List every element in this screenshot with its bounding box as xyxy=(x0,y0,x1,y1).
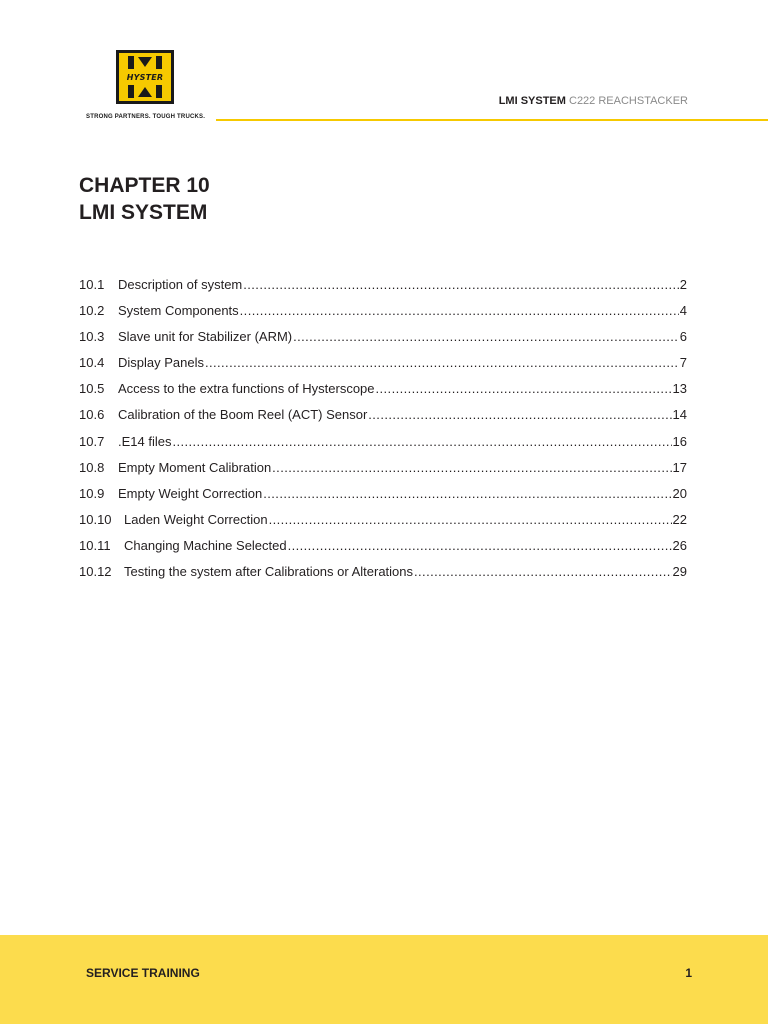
toc-entry-number: 10.2 xyxy=(79,303,105,319)
toc-entry[interactable] xyxy=(79,355,687,381)
toc-entry-title: Empty Weight Correction xyxy=(118,485,263,501)
toc-entry[interactable] xyxy=(79,564,687,590)
toc-entry[interactable] xyxy=(79,512,687,538)
page-footer xyxy=(0,935,768,1024)
toc-dot-leader xyxy=(368,407,671,422)
toc-dot-leader xyxy=(414,564,672,579)
toc-entry[interactable] xyxy=(79,303,687,329)
toc-entry-page: 6 xyxy=(679,329,687,345)
toc-entry[interactable] xyxy=(79,460,687,486)
toc-dot-leader xyxy=(272,460,671,475)
toc-entry-title: Calibration of the Boom Reel (ACT) Sensor xyxy=(118,407,368,423)
toc-entry-number: 10.8 xyxy=(79,459,105,475)
toc-entry-page: 29 xyxy=(672,564,687,580)
toc-entry-number: 10.12 xyxy=(79,564,112,580)
toc-entry-page: 7 xyxy=(679,355,687,371)
toc-entry-title: Display Panels xyxy=(118,355,204,371)
toc-entry-page: 16 xyxy=(672,433,687,449)
toc-dot-leader xyxy=(172,434,671,449)
header-title-light: C222 REACHSTACKER xyxy=(569,95,688,107)
page-number: 1 xyxy=(685,966,692,980)
chapter-number: CHAPTER 10 xyxy=(79,174,210,197)
table-of-contents xyxy=(79,277,687,590)
toc-entry-number: 10.5 xyxy=(79,381,105,397)
toc-entry-page: 22 xyxy=(672,511,687,527)
toc-entry-page: 2 xyxy=(679,277,687,292)
hyster-logo xyxy=(116,50,174,104)
toc-entry[interactable] xyxy=(79,538,687,564)
running-header xyxy=(499,95,688,107)
toc-entry-title: System Components xyxy=(118,303,239,319)
toc-entry-title: Testing the system after Calibrations or Alterations xyxy=(124,564,414,580)
toc-dot-leader xyxy=(293,329,679,344)
toc-entry-number: 10.6 xyxy=(79,407,105,423)
toc-entry-page: 26 xyxy=(672,537,687,553)
header-title-strong: LMI SYSTEM xyxy=(498,95,566,107)
toc-entry-title: Empty Moment Calibration xyxy=(118,459,272,475)
toc-entry-number: 10.11 xyxy=(79,537,111,553)
toc-entry-page: 14 xyxy=(672,407,687,423)
toc-entry-title: Slave unit for Stabilizer (ARM) xyxy=(118,329,293,345)
toc-entry[interactable] xyxy=(79,486,687,512)
toc-dot-leader xyxy=(243,277,679,292)
toc-dot-leader xyxy=(288,538,672,553)
toc-entry-number: 10.3 xyxy=(79,329,105,345)
toc-entry-page: 13 xyxy=(672,381,687,397)
toc-entry-title: Laden Weight Correction xyxy=(124,511,268,527)
toc-entry-number: 10.10 xyxy=(79,511,112,527)
toc-entry[interactable] xyxy=(79,329,687,355)
chapter-title: LMI SYSTEM xyxy=(79,201,208,224)
toc-entry-title: Description of system xyxy=(118,277,243,292)
toc-dot-leader xyxy=(376,381,672,396)
toc-entry-page: 17 xyxy=(672,459,687,475)
toc-entry-number: 10.7 xyxy=(79,433,105,449)
toc-entry-title: .E14 files xyxy=(118,433,172,449)
toc-entry-number: 10.9 xyxy=(79,485,105,501)
toc-dot-leader xyxy=(205,355,679,370)
toc-entry-title: Access to the extra functions of Hysterscope xyxy=(118,381,375,397)
toc-entry[interactable] xyxy=(79,434,687,460)
toc-entry-number: 10.1 xyxy=(79,277,105,292)
toc-dot-leader xyxy=(269,512,672,527)
toc-entry-page: 4 xyxy=(679,303,687,319)
toc-entry[interactable] xyxy=(79,407,687,433)
toc-dot-leader xyxy=(240,303,679,318)
footer-label: SERVICE TRAINING xyxy=(86,966,200,980)
toc-dot-leader xyxy=(263,486,671,501)
brand-tagline: STRONG PARTNERS. TOUGH TRUCKS. xyxy=(86,114,206,120)
toc-entry-page: 20 xyxy=(672,485,687,501)
toc-entry-number: 10.4 xyxy=(79,355,105,371)
header-divider xyxy=(216,119,768,121)
toc-entry[interactable] xyxy=(79,381,687,407)
toc-entry-title: Changing Machine Selected xyxy=(124,537,287,553)
toc-entry[interactable] xyxy=(79,277,687,303)
logo-wordmark: HYSTER xyxy=(126,73,164,82)
chapter-heading xyxy=(79,172,210,226)
